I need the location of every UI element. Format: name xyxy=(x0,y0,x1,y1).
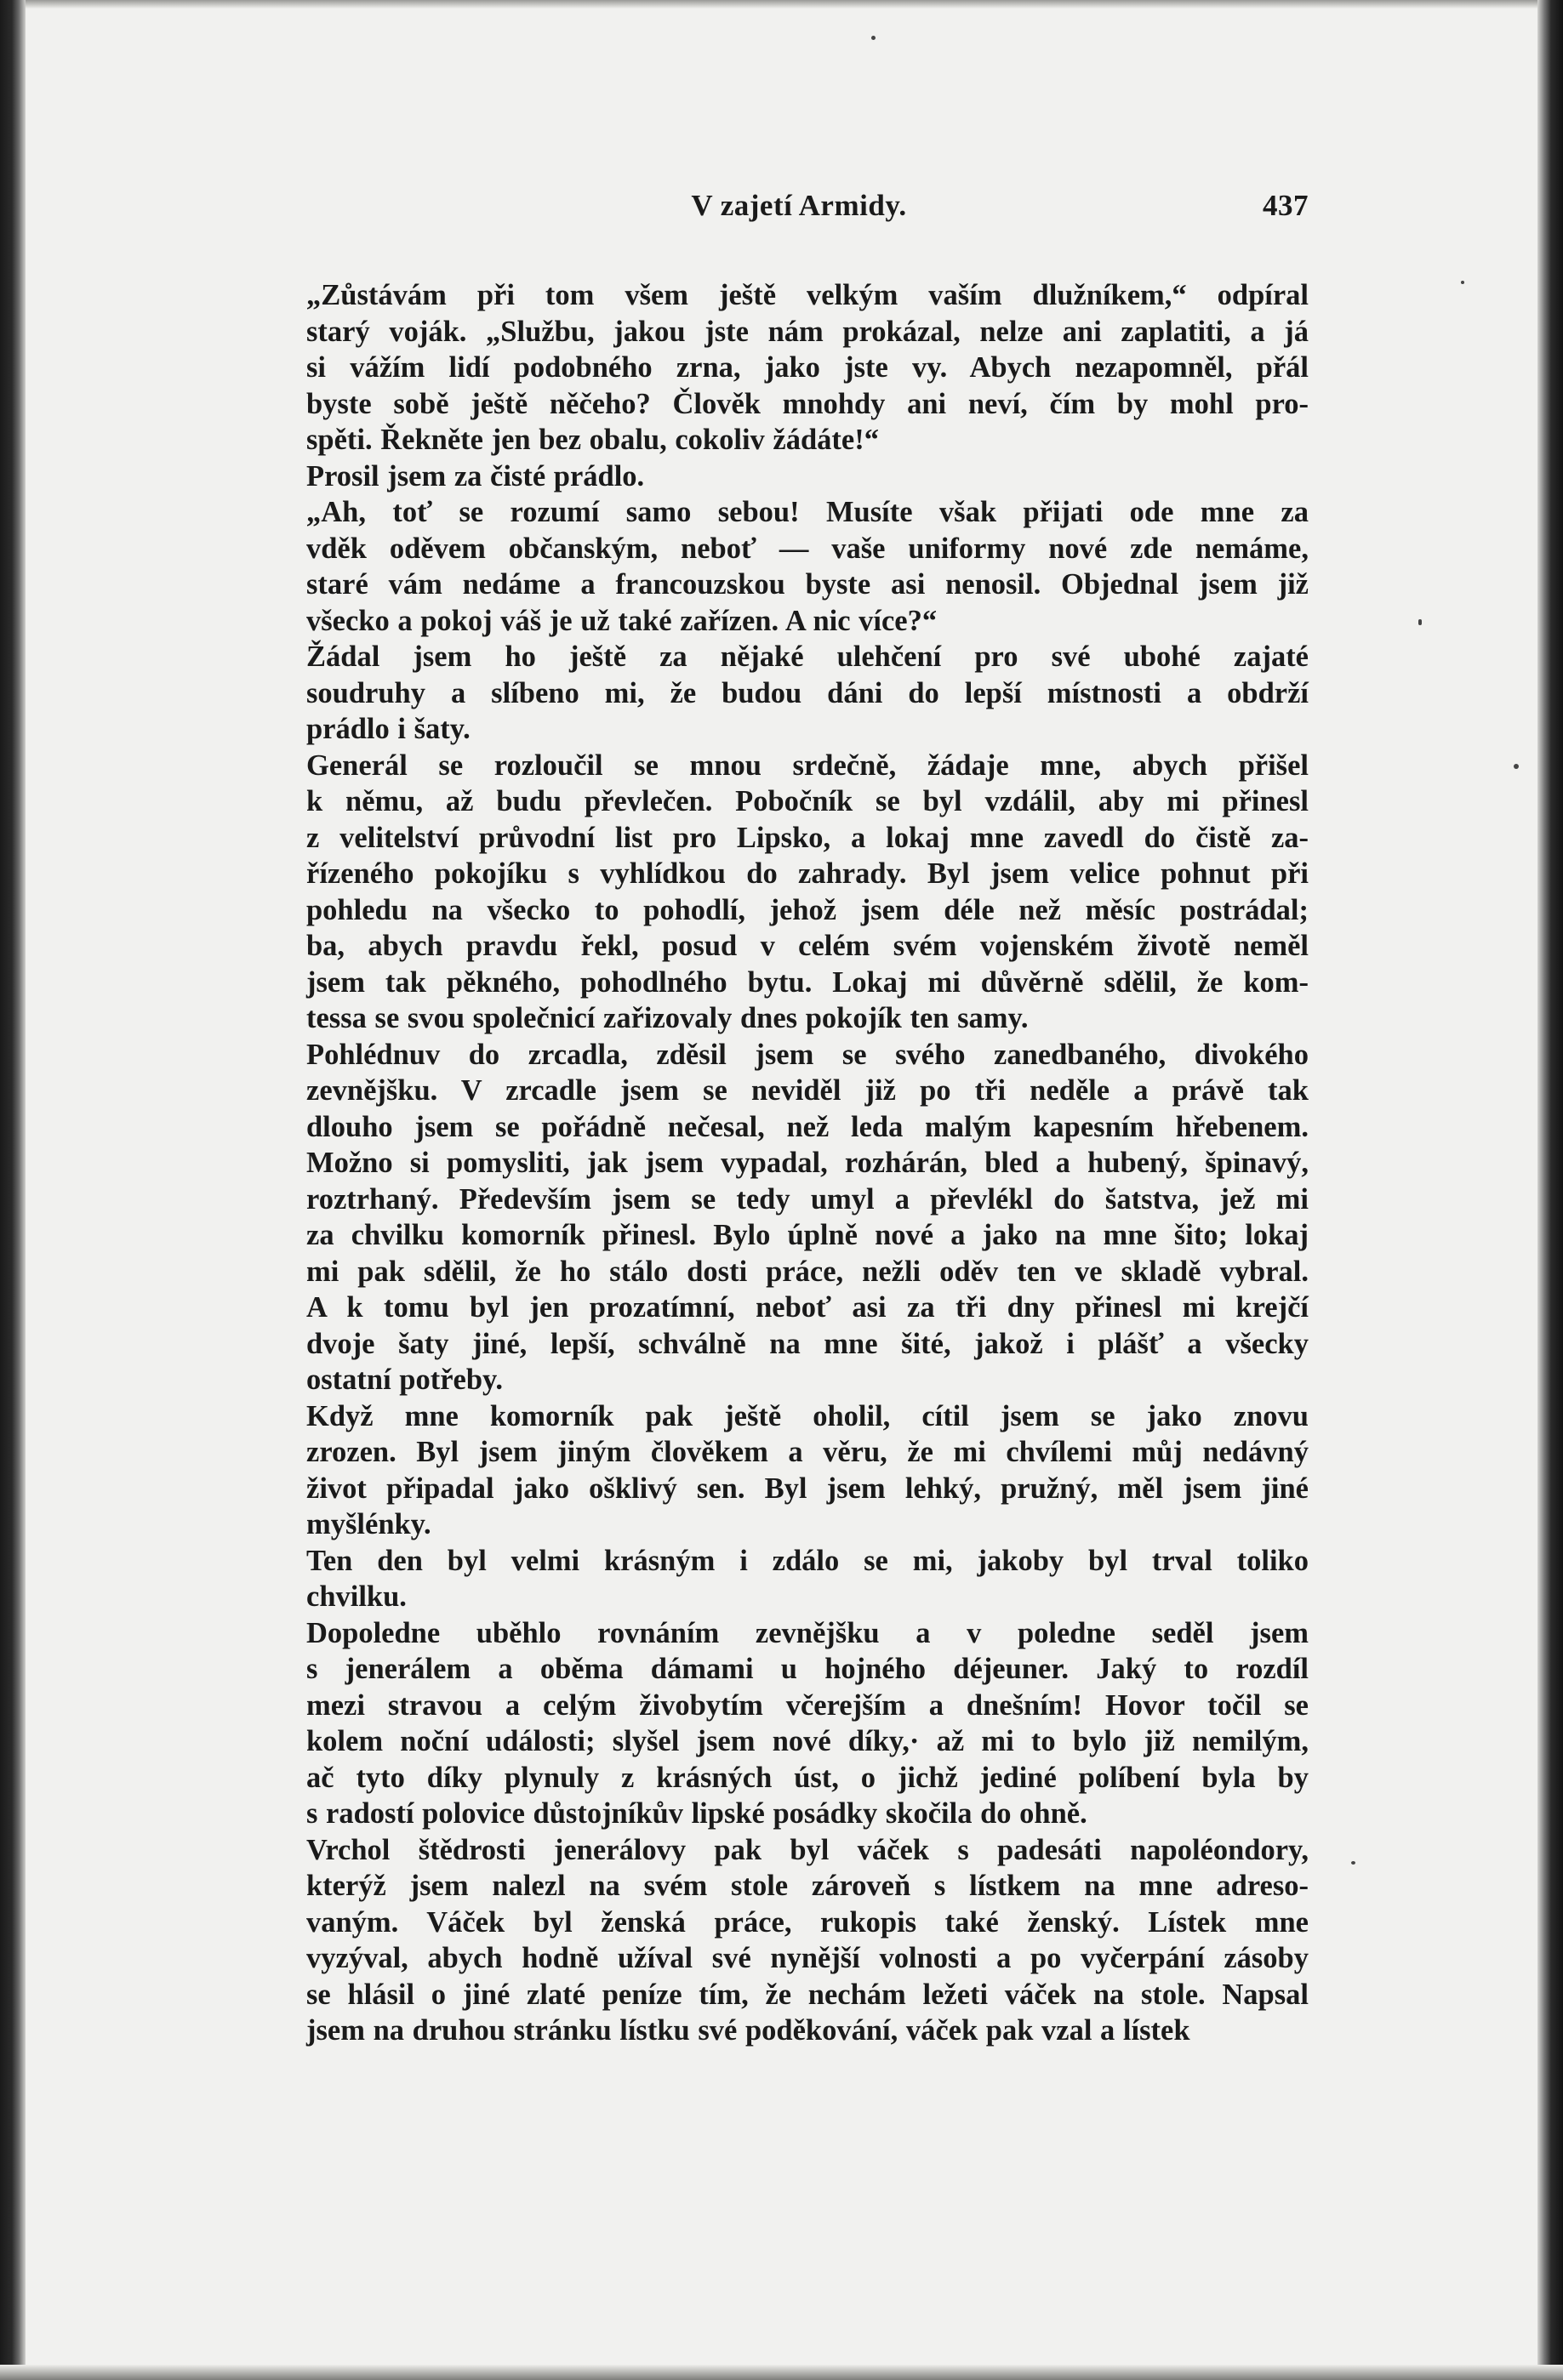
speck xyxy=(1418,619,1422,625)
text-line: vděk oděvem občanským, neboť — vaše uniformy nové zde nemáme, xyxy=(306,532,1309,565)
running-title: V zajetí Armidy. xyxy=(691,189,907,222)
text-line: za chvilku komorník přinesl. Bylo úplně nové a jako na mne šito; lokaj xyxy=(306,1219,1309,1251)
text-line: prádlo i šaty. xyxy=(306,713,471,745)
text-line: Když mne komorník pak ještě oholil, cítil jsem se jako znovu xyxy=(306,1399,1309,1432)
text-line: řízeného pokojíku s vyhlídkou do zahrady. Byl jsem velice pohnut při xyxy=(306,857,1309,890)
text-line: ba, abych pravdu řekl, posud v celém svém vojenském životě neměl xyxy=(306,930,1309,962)
text-line: Prosil jsem za čisté prádlo. xyxy=(306,459,645,493)
text-line: zevnějšku. V zrcadle jsem se neviděl již po tři neděle a právě tak xyxy=(306,1074,1309,1107)
text-line: starý voják. „Službu, jakou jste nám prokázal, nelze ani zaplatiti, a já xyxy=(306,315,1309,348)
paragraph xyxy=(306,494,1309,639)
text-line: z velitelství průvodní list pro Lipsko, a lokaj mne zavedl do čistě za- xyxy=(306,821,1309,854)
text-line: Vrchol štědrosti jenerálovy pak byl váček s padesáti napoléondory, xyxy=(306,1833,1309,1866)
text-line: dvoje šaty jiné, lepší, schválně na mne šité, jakož i plášť a všecky xyxy=(306,1327,1309,1360)
text-line: „Ah, toť se rozumí samo sebou! Musíte však přijati ode mne za xyxy=(306,496,1309,528)
text-line: Generál se rozloučil se mnou srdečně, žádaje mne, abych přišel xyxy=(306,749,1309,782)
text-line: ostatní potřeby. xyxy=(306,1364,504,1396)
text-line: byste sobě ještě něčeho? Člověk mnohdy ani neví, čím by mohl pro- xyxy=(306,387,1309,420)
speck xyxy=(1351,1861,1355,1865)
text-line: Možno si pomysliti, jak jsem vypadal, rozhárán, bled a hubený, špinavý, xyxy=(306,1147,1309,1179)
text-line: A k tomu byl jen prozatímní, neboť asi za tři dny přinesl mi krejčí xyxy=(306,1291,1309,1324)
text-line: mezi stravou a celým živobytím včerejším a dnešním! Hovor točil se xyxy=(306,1688,1309,1722)
body-text xyxy=(306,277,1309,2049)
text-line: Žádal jsem ho ještě za nějaké ulehčení pro své ubohé zajaté xyxy=(306,641,1309,673)
text-line: s jenerálem a oběma dámami u hojného déjeuner. Jaký to rozdíl xyxy=(306,1653,1309,1685)
text-line: zrozen. Byl jsem jiným člověkem a věru, že mi chvílemi můj nedávný xyxy=(306,1436,1309,1468)
text-line: „Zůstávám při tom všem ještě velkým vaším dlužníkem,“ odpíral xyxy=(306,279,1309,311)
scan-edge-left xyxy=(0,0,26,2380)
text-line: vaným. Váček byl ženská práce, rukopis také ženský. Lístek mne xyxy=(306,1905,1309,1939)
text-line: Dopoledne uběhlo rovnáním zevnějšku a v poledne seděl jsem xyxy=(306,1616,1309,1649)
running-head xyxy=(306,184,1309,235)
text-line: Pohlédnuv do zrcadla, zděsil jsem se svého zanedbaného, divokého xyxy=(306,1038,1309,1071)
text-line: soudruhy a slíbeno mi, že budou dáni do lepší místnosti a obdrží xyxy=(306,676,1309,709)
paragraph xyxy=(306,1832,1309,2049)
text-line: chvilku. xyxy=(306,1580,407,1613)
text-line: ač tyto díky plynuly z krásných úst, o jichž jediné políbení byla by xyxy=(306,1761,1309,1794)
text-line: jsem na druhou stránku lístku své poděkování, váček pak vzal a lístek xyxy=(306,2014,1190,2047)
scan-edge-right xyxy=(1537,0,1563,2380)
text-line: s radostí polovice důstojníkův lipské posádky skočila do ohně. xyxy=(306,1797,1087,1830)
text-line: jsem tak pěkného, pohodlného bytu. Lokaj mi důvěrně sdělil, že kom- xyxy=(306,965,1309,999)
text-line: život připadal jako ošklivý sen. Byl jsem lehký, pružný, měl jsem jiné xyxy=(306,1472,1309,1505)
text-line: Ten den byl velmi krásným i zdálo se mi, jakoby byl trval toliko xyxy=(306,1544,1309,1577)
text-line: myšlénky. xyxy=(306,1508,431,1540)
paragraph xyxy=(306,1615,1309,1832)
paragraph xyxy=(306,1543,1309,1615)
paragraph xyxy=(306,458,1309,495)
text-line: kolem noční události; slyšel jsem nové díky,· až mi to bylo již nemilým, xyxy=(306,1725,1309,1757)
text-line: se hlásil o jiné zlaté peníze tím, že nechám ležeti váček na stole. Napsal xyxy=(306,1978,1309,2011)
paragraph xyxy=(306,1398,1309,1543)
text-line: staré vám nedáme a francouzskou byste asi nenosil. Objednal jsem již xyxy=(306,568,1309,601)
speck xyxy=(871,36,876,40)
text-line: všecko a pokoj váš je už také zařízen. A nic více?“ xyxy=(306,604,938,637)
paragraph xyxy=(306,277,1309,458)
scan-edge-bottom xyxy=(0,2365,1563,2380)
book-page xyxy=(306,184,1309,2049)
paragraph xyxy=(306,1037,1309,1398)
speck xyxy=(1514,764,1519,769)
text-line: si vážím lidí podobného zrna, jako jste vy. Abych nezapomněl, přál xyxy=(306,351,1309,384)
text-line: dlouho jsem se pořádně nečesal, než leda malým kapesním hřebenem. xyxy=(306,1110,1309,1143)
paragraph xyxy=(306,748,1309,1037)
page-number: 437 xyxy=(1263,189,1309,222)
text-line: roztrhaný. Především jsem se tedy umyl a převlékl do šatstva, jež mi xyxy=(306,1182,1309,1216)
text-line: spěti. Řekněte jen bez obalu, cokoliv žádáte!“ xyxy=(306,424,879,456)
text-line: vyzýval, abych hodně užíval své nynější volnosti a po vyčerpání zásoby xyxy=(306,1942,1309,1974)
scan-edge-top xyxy=(0,0,1563,9)
text-line: pohledu na všecko to pohodlí, jehož jsem déle než měsíc postrádal; xyxy=(306,893,1309,926)
text-line: tessa se svou společnicí zařizovaly dnes pokojík ten samy. xyxy=(306,1002,1029,1034)
text-line: mi pak sdělil, že ho stálo dosti práce, nežli oděv ten ve skladě vybral. xyxy=(306,1255,1309,1288)
speck xyxy=(1461,281,1464,284)
text-line: kterýž jsem nalezl na svém stole zároveň s lístkem na mne adreso- xyxy=(306,1870,1309,1902)
paragraph xyxy=(306,639,1309,748)
text-line: k němu, až budu převlečen. Pobočník se byl vzdálil, aby mi přinesl xyxy=(306,785,1309,817)
